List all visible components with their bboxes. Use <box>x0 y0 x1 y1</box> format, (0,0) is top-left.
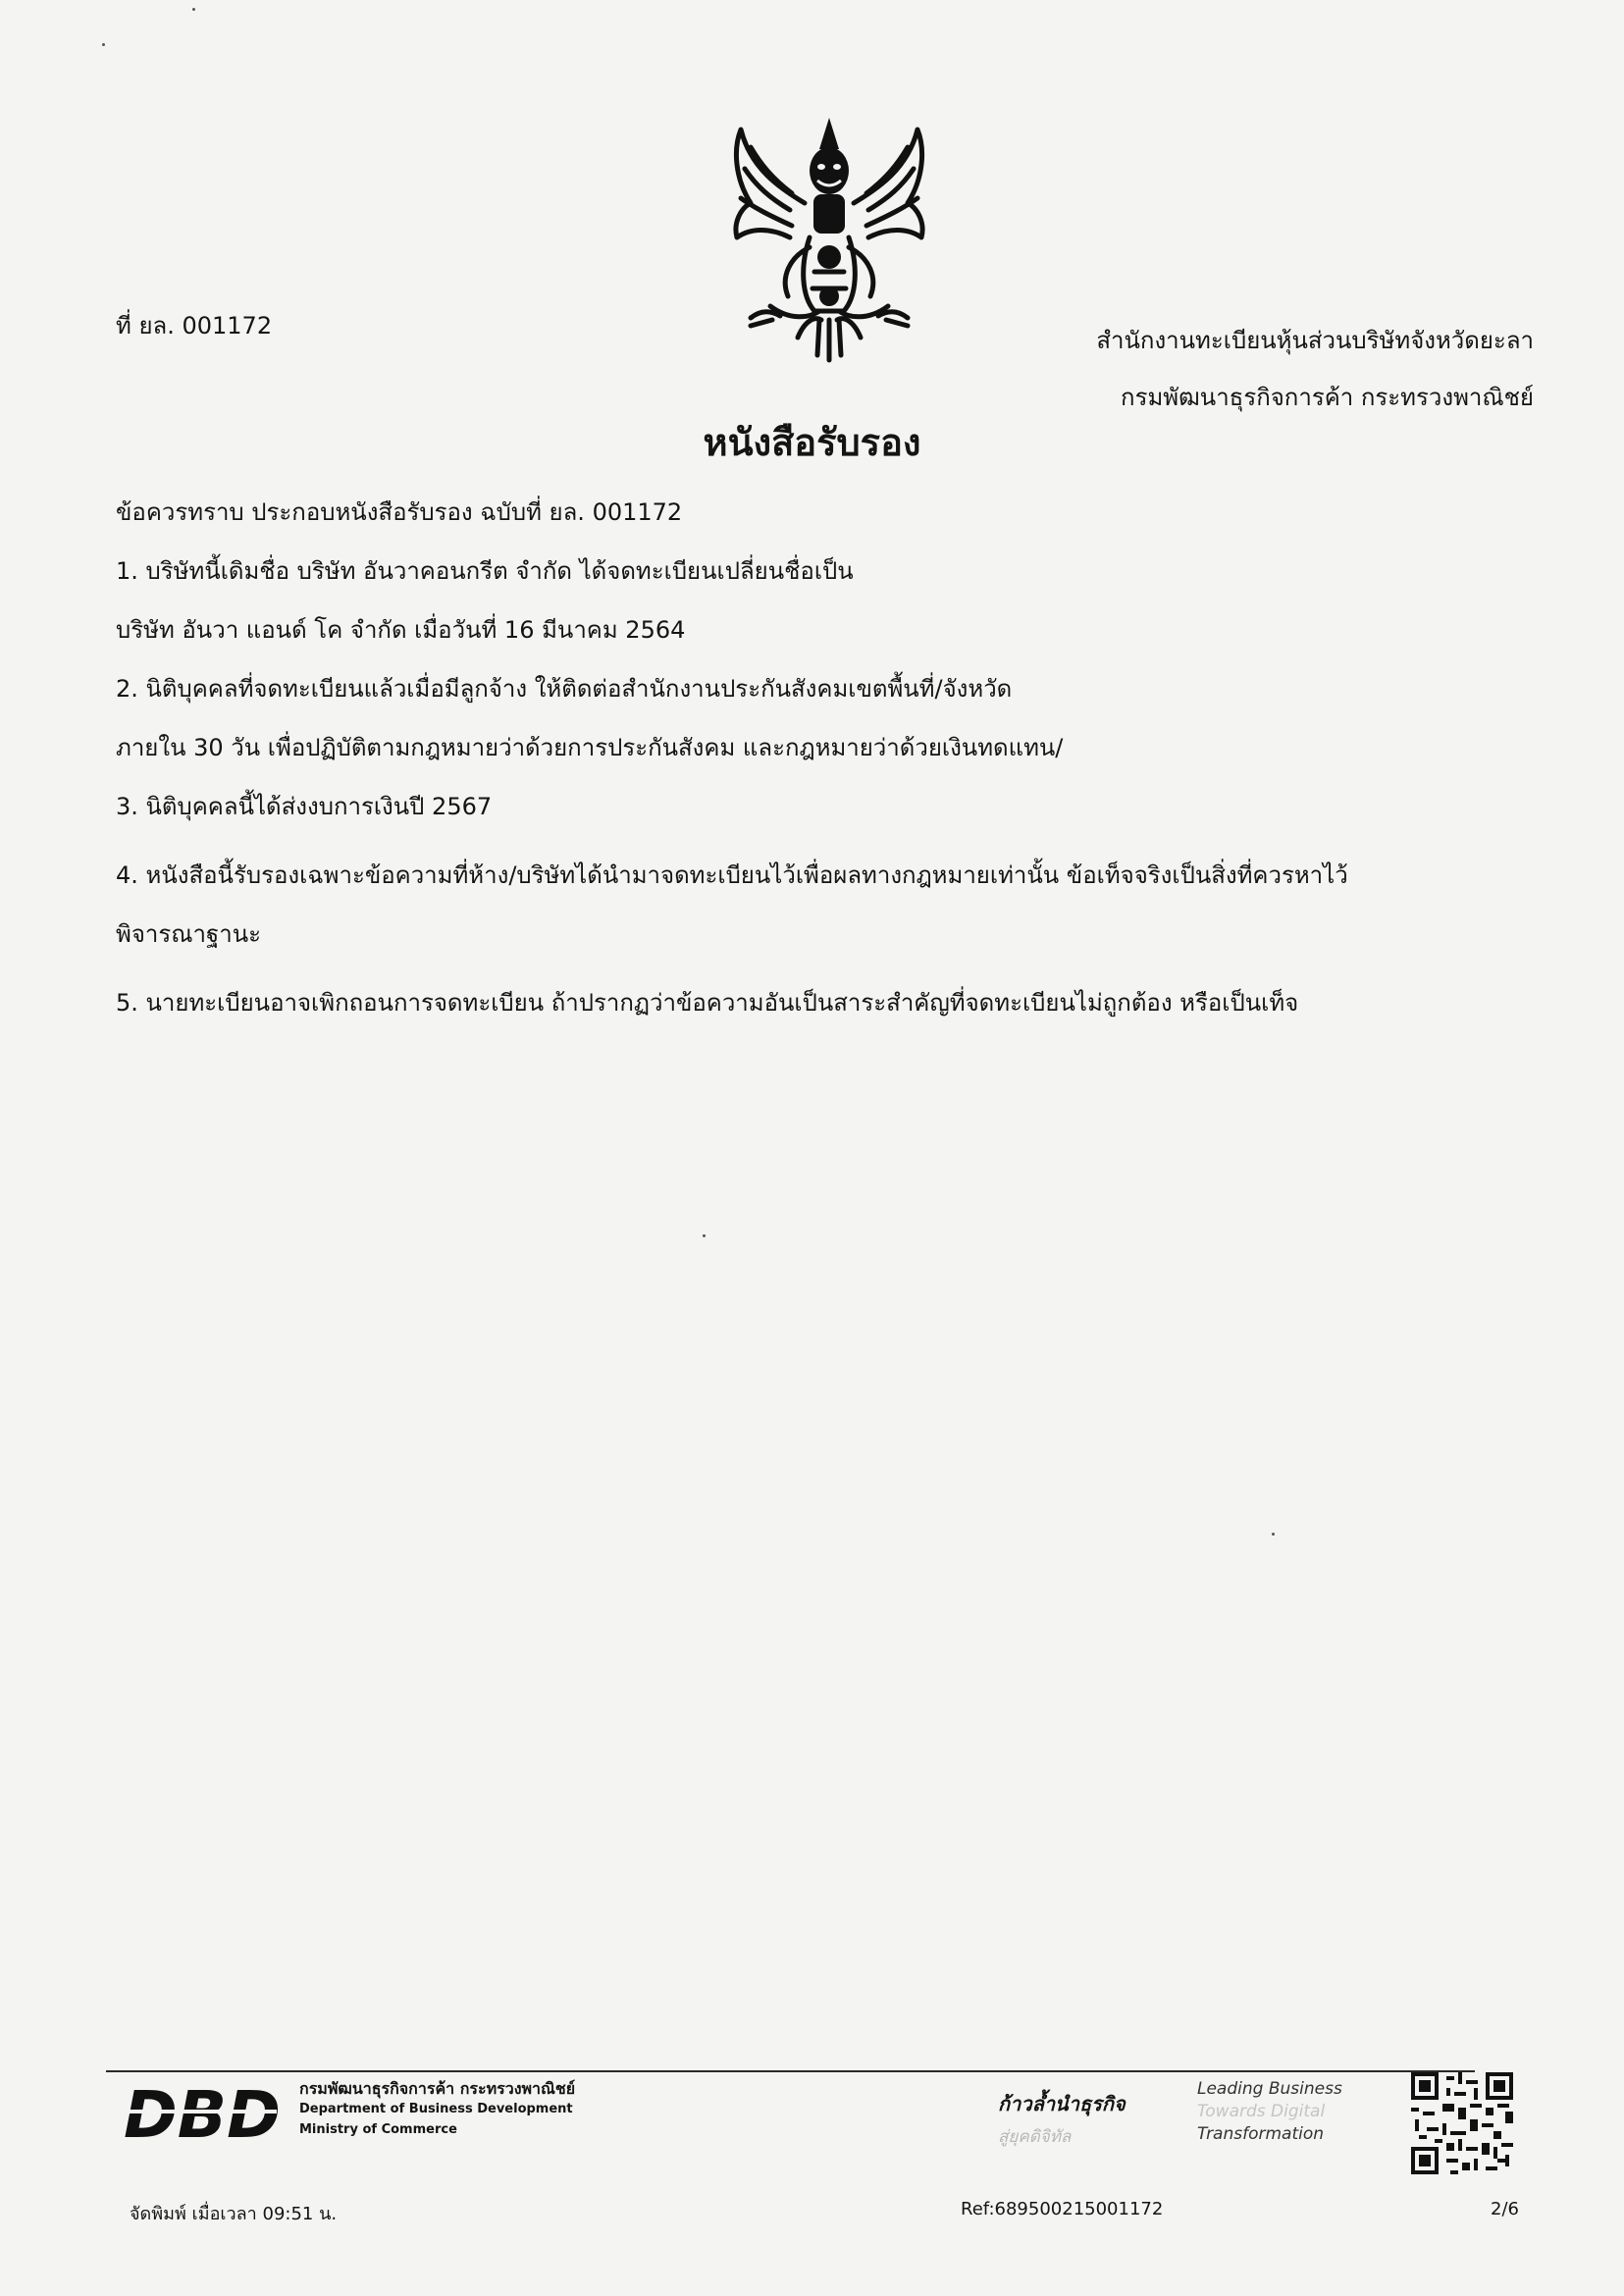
document-number: ที่ ยล. 001172 <box>116 312 273 339</box>
page-number: 2/6 <box>1491 2199 1519 2219</box>
qr-code-icon[interactable] <box>1411 2072 1513 2174</box>
slogan-thai <box>998 2088 1126 2150</box>
print-timestamp: จัดพิมพ์ เมื่อเวลา 09:51 น. <box>130 2204 338 2224</box>
scan-speck <box>102 43 105 46</box>
dbd-logo-text: DBD <box>124 2077 281 2147</box>
notice-item-5: 5. นายทะเบียนอาจเพิกถอนการจดทะเบียน ถ้าปรากฏว่าข้อความอันเป็นสาระสำคัญที่จดทะเบียนไม่ถูกต้อง หรือเป็นเท็จ <box>116 989 1299 1017</box>
notice-item-1-line-2: บริษัท อันวา แอนด์ โค จำกัด เมื่อวันที่ 16 มีนาคม 2564 <box>116 616 686 644</box>
garuda-emblem-icon <box>711 110 947 365</box>
department-name-thai: กรมพัฒนาธุรกิจการค้า กระทรวงพาณิชย์ <box>299 2079 576 2098</box>
ministry-name-english: Ministry of Commerce <box>299 2122 457 2137</box>
notice-intro: ข้อควรทราบ ประกอบหนังสือรับรอง ฉบับที่ ยล. 001172 <box>116 498 683 526</box>
department-name: กรมพัฒนาธุรกิจการค้า กระทรวงพาณิชย์ <box>1121 384 1534 411</box>
document-title: หนังสือรับรอง <box>703 421 921 464</box>
department-name-english: Department of Business Development <box>299 2102 573 2116</box>
notice-item-3: 3. นิติบุคคลนี้ได้ส่งงบการเงินปี 2567 <box>116 793 493 820</box>
slogan-thai-sub: สู่ยุคดิจิทัล <box>998 2127 1072 2147</box>
notice-item-2-line-1: 2. นิติบุคคลที่จดทะเบียนแล้วเมื่อมีลูกจ้าง ให้ติดต่อสำนักงานประกันสังคมเขตพื้นที่/จังหวัด <box>116 675 1013 703</box>
department-block <box>299 2078 575 2140</box>
office-name: สำนักงานทะเบียนหุ้นส่วนบริษัทจังหวัดยะลา <box>1096 327 1534 354</box>
slogan-english-line-1: Leading Business <box>1197 2079 1342 2099</box>
notice-body <box>116 483 1519 1032</box>
dbd-logo-icon <box>120 2076 287 2147</box>
scan-speck <box>703 1234 706 1237</box>
slogan-english-line-2: Towards Digital <box>1197 2102 1326 2121</box>
issuing-office <box>1096 312 1534 426</box>
slogan-english <box>1197 2078 1342 2146</box>
notice-item-1-line-1: 1. บริษัทนี้เดิมชื่อ บริษัท อันวาคอนกรีต จำกัด ได้จดทะเบียนเปลี่ยนชื่อเป็น <box>116 557 854 585</box>
slogan-thai-main: ก้าวล้ำนำธุรกิจ <box>998 2092 1126 2115</box>
scan-speck <box>1272 1533 1275 1536</box>
notice-item-4-line-2: พิจารณาฐานะ <box>116 920 262 948</box>
slogan-english-line-3: Transformation <box>1197 2124 1325 2144</box>
reference-number: Ref:689500215001172 <box>961 2199 1164 2219</box>
footer-rule <box>106 2070 1475 2072</box>
notice-item-4-line-1: 4. หนังสือนี้รับรองเฉพาะข้อความที่ห้าง/บริษัทได้นำมาจดทะเบียนไว้เพื่อผลทางกฎหมายเท่านั้น ข้อเท็จจริงเป็นสิ่งที่ควรหาไว้ <box>116 861 1348 889</box>
notice-item-2-line-2: ภายใน 30 วัน เพื่อปฏิบัติตามกฎหมายว่าด้วยการประกันสังคม และกฎหมายว่าด้วยเงินทดแทน/ <box>116 734 1064 761</box>
scan-speck <box>192 8 195 11</box>
